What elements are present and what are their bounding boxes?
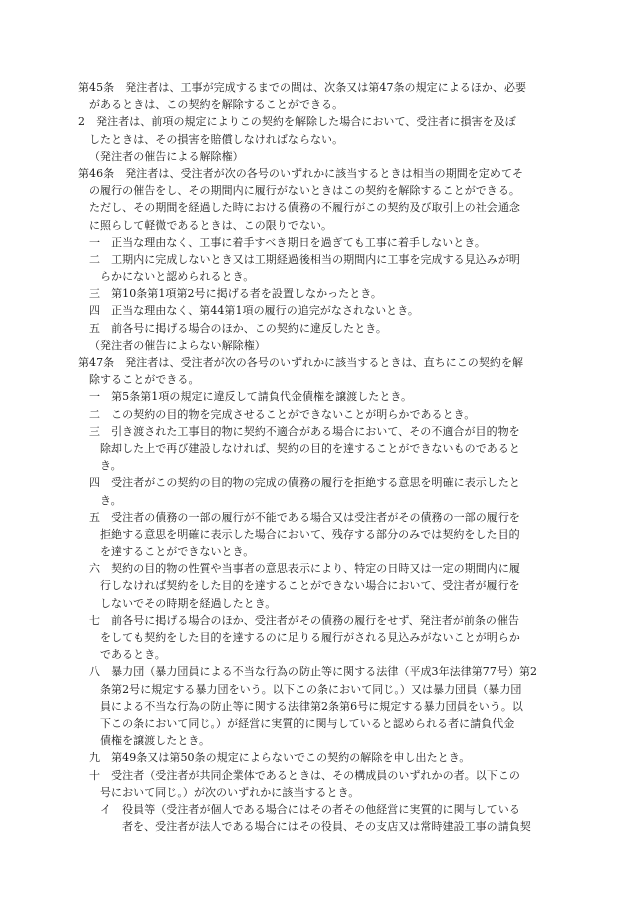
text-line: き。 — [100, 493, 122, 507]
text-line: 2 発注者は、前項の規定によりこの契約を解除した場合において、受注者に損害を及ぼ — [78, 115, 516, 129]
text-line: 二 工期内に完成しないとき又は工期経過後相当の期間内に工事を完成する見込みが明 — [89, 252, 520, 266]
text-line: き。 — [100, 459, 122, 473]
text-line: 債権を譲渡したとき。 — [100, 734, 211, 748]
text-line: 条第2号に規定する暴力団をいう。以下この条において同じ。）又は暴力団員（暴力団 — [100, 682, 522, 696]
text-line: （発注者の催告による解除権） — [89, 149, 244, 163]
text-line: 九 第49条又は第50条の規定によらないでこの契約の解除を申し出たとき。 — [89, 751, 471, 765]
text-line: 五 受注者の債務の一部の履行が不能である場合又は受注者がその債務の一部の履行を — [89, 510, 520, 524]
text-line: イ 役員等（受注者が個人である場合にはその者その他経営に実質的に関与している — [100, 802, 520, 816]
text-line: 行しなければ契約をした目的を達することができない場合において、受注者が履行を — [100, 579, 520, 593]
text-line: ただし、その期間を経過した時における債務の不履行がこの契約及び取引上の社会通念 — [89, 201, 520, 215]
text-line: したときは、その損害を賠償しなければならない。 — [89, 132, 344, 146]
text-line: 七 前各号に掲げる場合のほか、受注者がその債務の履行をせず、発注者が前条の催告 — [89, 613, 520, 627]
text-line: 者を、受注者が法人である場合にはその役員、その支店又は常時建設工事の請負契 — [122, 820, 531, 834]
text-line: 五 前各号に掲げる場合のほか、この契約に違反したとき。 — [89, 321, 387, 335]
text-line: 第46条 発注者は、受注者が次の各号のいずれかに該当するときは相当の期間を定めてそ — [78, 166, 524, 180]
text-line: に照らして軽微であるときは、この限りでない。 — [89, 218, 333, 232]
text-line: 三 第10条第1項第2号に掲げる者を設置しなかったとき。 — [89, 287, 382, 301]
text-line: らかにないと認められるとき。 — [100, 270, 255, 284]
text-line: 下この条において同じ。）が経営に実質的に関与していると認められる者に請負代金 — [100, 716, 515, 730]
text-line: 四 受注者がこの契約の目的物の完成の債務の履行を拒絶する意思を明確に表示したと — [89, 476, 520, 490]
document-body — [78, 79, 558, 835]
text-line: 八 暴力団（暴力団員による不当な行為の防止等に関する法律（平成3年法律第77号）第2 — [89, 665, 538, 679]
text-line: を達することができないとき。 — [100, 545, 255, 559]
text-line: 一 正当な理由なく、工事に着手すべき期日を過ぎても工事に着手しないとき。 — [89, 235, 486, 249]
text-line: であるとき。 — [100, 648, 166, 662]
text-line: 員による不当な行為の防止等に関する法律第2条第6号に規定する暴力団員をいう。以 — [100, 699, 523, 713]
text-line: 二 この契約の目的物を完成させることができないことが明らかであるとき。 — [89, 407, 476, 421]
text-line: 十 受注者（受注者が共同企業体であるときは、その構成員のいずれかの者。以下この — [89, 768, 520, 782]
text-line: 除することができる。 — [89, 373, 200, 387]
text-line: （発注者の催告によらない解除権） — [89, 338, 266, 352]
text-line: 拒絶する意思を明確に表示した場合において、残存する部分のみでは契約をした目的 — [100, 527, 520, 541]
text-line: の履行の催告をし、その期間内に履行がないときはこの契約を解除することができる。 — [89, 184, 520, 198]
text-line: 四 正当な理由なく、第44第1項の履行の追完がなされないとき。 — [89, 304, 419, 318]
text-line: 一 第5条第1項の規定に違反して請負代金債権を譲渡したとき。 — [89, 390, 413, 404]
text-line: 六 契約の目的物の性質や当事者の意思表示により、特定の日時又は一定の期間内に履 — [89, 562, 520, 576]
text-line: をしても契約をした目的を達するのに足りる履行がされる見込みがないことが明らか — [100, 631, 520, 644]
text-line: 第47条 発注者は、受注者が次の各号のいずれかに該当するときは、直ちにこの契約を解 — [78, 356, 524, 369]
text-line: があるときは、この契約を解除することができる。 — [89, 98, 344, 112]
text-line: 号において同じ。）が次のいずれかに該当するとき。 — [100, 785, 360, 799]
text-line: しないでその時期を経過したとき。 — [100, 596, 277, 610]
text-line: 第45条 発注者は、工事が完成するまでの間は、次条又は第47条の規定によるほか、必要 — [78, 81, 527, 94]
text-line: 三 引き渡された工事目的物に契約不適合がある場合において、その不適合が目的物を — [89, 424, 520, 438]
text-line: 除却した上で再び建設しなければ、契約の目的を達することができないものであると — [100, 441, 520, 455]
